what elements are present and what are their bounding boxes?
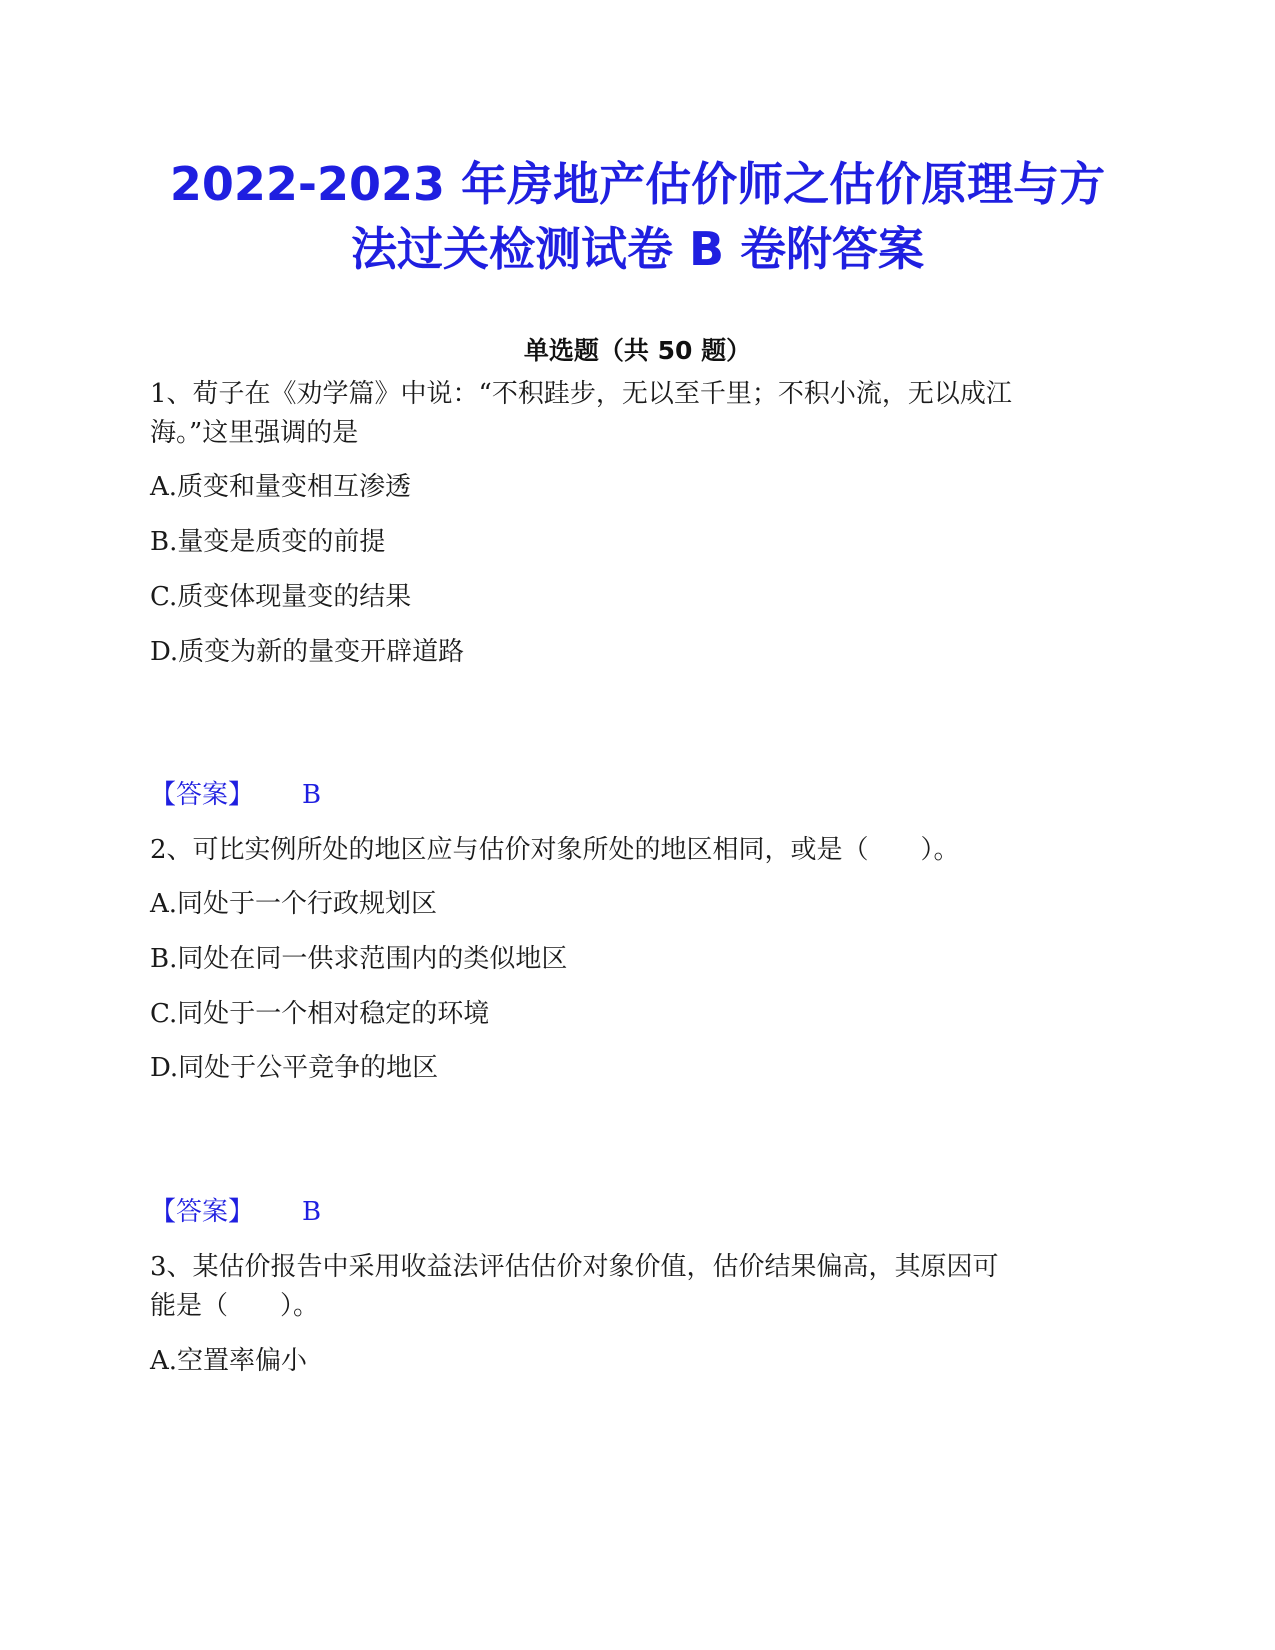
question-1-option-a: A.质变和量变相互渗透 [150,472,412,502]
question-1-stem-line-1: 1、荀子在《劝学篇》中说：“不积跬步，无以至千里；不积小流，无以成江 [150,379,1012,409]
section-heading: 单选题（共 50 题） [523,336,752,365]
question-3-option-a: A.空置率偏小 [150,1346,308,1376]
question-1-stem-line-2: 海。”这里强调的是 [150,418,359,448]
question-2-answer [150,1193,321,1231]
question-3-stem-line-1: 3、某估价报告中采用收益法评估估价对象价值，估价结果偏高，其原因可 [150,1252,999,1282]
question-1-answer [150,776,321,814]
document-title-line-1: 2022-2023 年房地产估价师之估价原理与方 [169,157,1106,211]
answer-value: B [302,1197,322,1227]
question-2-option-b: B.同处在同一供求范围内的类似地区 [150,944,568,974]
question-1-option-b: B.量变是质变的前提 [150,527,386,557]
question-1-option-c: C.质变体现量变的结果 [150,582,412,612]
answer-value: B [302,780,322,810]
question-1-option-d: D.质变为新的量变开辟道路 [150,637,465,667]
answer-label: 【答案】 [150,780,255,810]
question-2-option-c: C.同处于一个相对稳定的环境 [150,999,490,1029]
question-2-option-a: A.同处于一个行政规划区 [150,889,438,919]
document-title-line-2: 法过关检测试卷 B 卷附答案 [350,222,925,276]
answer-label: 【答案】 [150,1197,255,1227]
question-2-option-d: D.同处于公平竞争的地区 [150,1053,439,1083]
question-3-stem-line-2: 能是（ ）。 [150,1291,320,1321]
question-2-stem-line-1: 2、可比实例所处的地区应与估价对象所处的地区相同，或是（ ）。 [150,835,960,865]
